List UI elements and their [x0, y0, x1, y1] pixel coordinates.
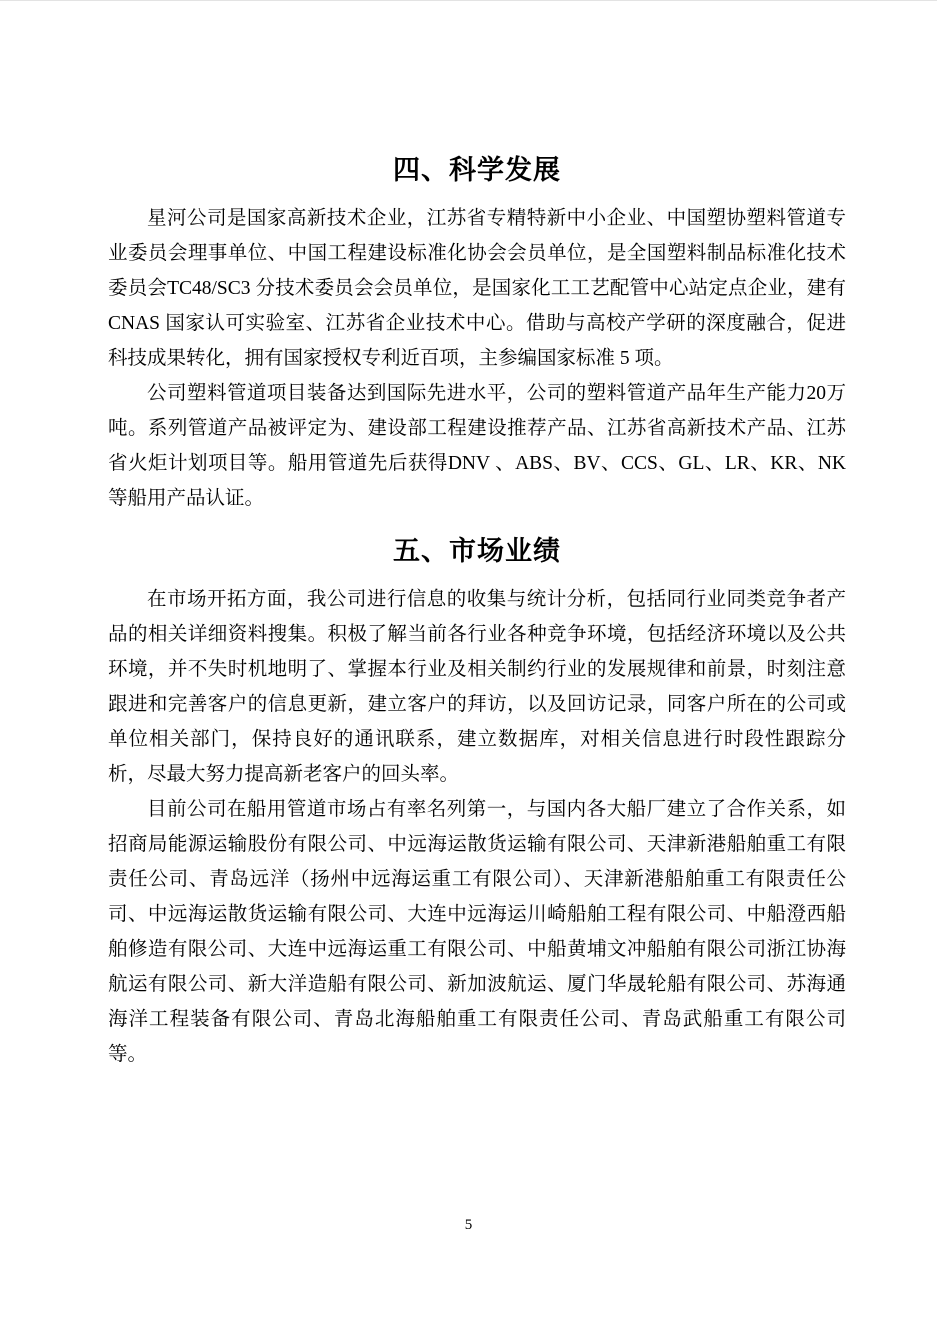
paragraph-market-1: 在市场开拓方面，我公司进行信息的收集与统计分析，包括同行业同类竞争者产品的相关详细资料搜集。积极了解当前各行业各种竞争环境，包括经济环境以及公共环境，并不失时机地明了、掌握本行业及相关制约行业的发展规律和前景，时刻注意跟进和完善客户的信息更新，建立客户的拜访，以及回访记录，同客户所在的公司或单位相关部门，保持良好的通讯联系，建立数据库，对相关信息进行时段性跟踪分析，尽最大努力提高新老客户的回头率。	[108, 589, 846, 785]
section-market-performance	[108, 534, 846, 1072]
paragraph-science-1: 星河公司是国家高新技术企业，江苏省专精特新中小企业、中国塑协塑料管道专业委员会理事单位、中国工程建设标准化协会会员单位，是全国塑料制品标准化技术委员会TC48/SC3 分技术委员会会员单位，是国家化工工艺配管中心站定点企业，建有 CNAS 国家认可实验室、江苏省企业技术中心。借助与高校产学研的深度融合，促进科技成果转化，拥有国家授权专利近百项，主参编国家标准 5 项。	[108, 208, 846, 369]
document-content	[108, 1, 846, 1072]
paragraph-science-2: 公司塑料管道项目装备达到国际先进水平，公司的塑料管道产品年生产能力20万吨。系列管道产品被评定为、建设部工程建设推荐产品、江苏省高新技术产品、江苏省火炬计划项目等。船用管道先后获得DNV 、ABS、BV、CCS、GL、LR、KR、NK等船用产品认证。	[108, 383, 846, 509]
section-title-market-performance: 五、市场业绩	[393, 536, 561, 566]
section-science-development	[108, 153, 846, 516]
section-title-science-development: 四、科学发展	[393, 155, 561, 185]
page-number: 5	[464, 1217, 473, 1233]
page-footer	[0, 1215, 937, 1235]
paragraph-market-2: 目前公司在船用管道市场占有率名列第一，与国内各大船厂建立了合作关系，如招商局能源运输股份有限公司、中远海运散货运输有限公司、天津新港船舶重工有限责任公司、青岛远洋（扬州中远海运重工有限公司）、天津新港船舶重工有限责任公司、中远海运散货运输有限公司、大连中远海运川崎船舶工程有限公司、中船澄西船舶修造有限公司、大连中远海运重工有限公司、中船黄埔文冲船舶有限公司浙江协海航运有限公司、新大洋造船有限公司、新加波航运、厦门华晟轮船有限公司、苏海通海洋工程装备有限公司、青岛北海船舶重工有限责任公司、青岛武船重工有限公司等。	[108, 799, 846, 1065]
